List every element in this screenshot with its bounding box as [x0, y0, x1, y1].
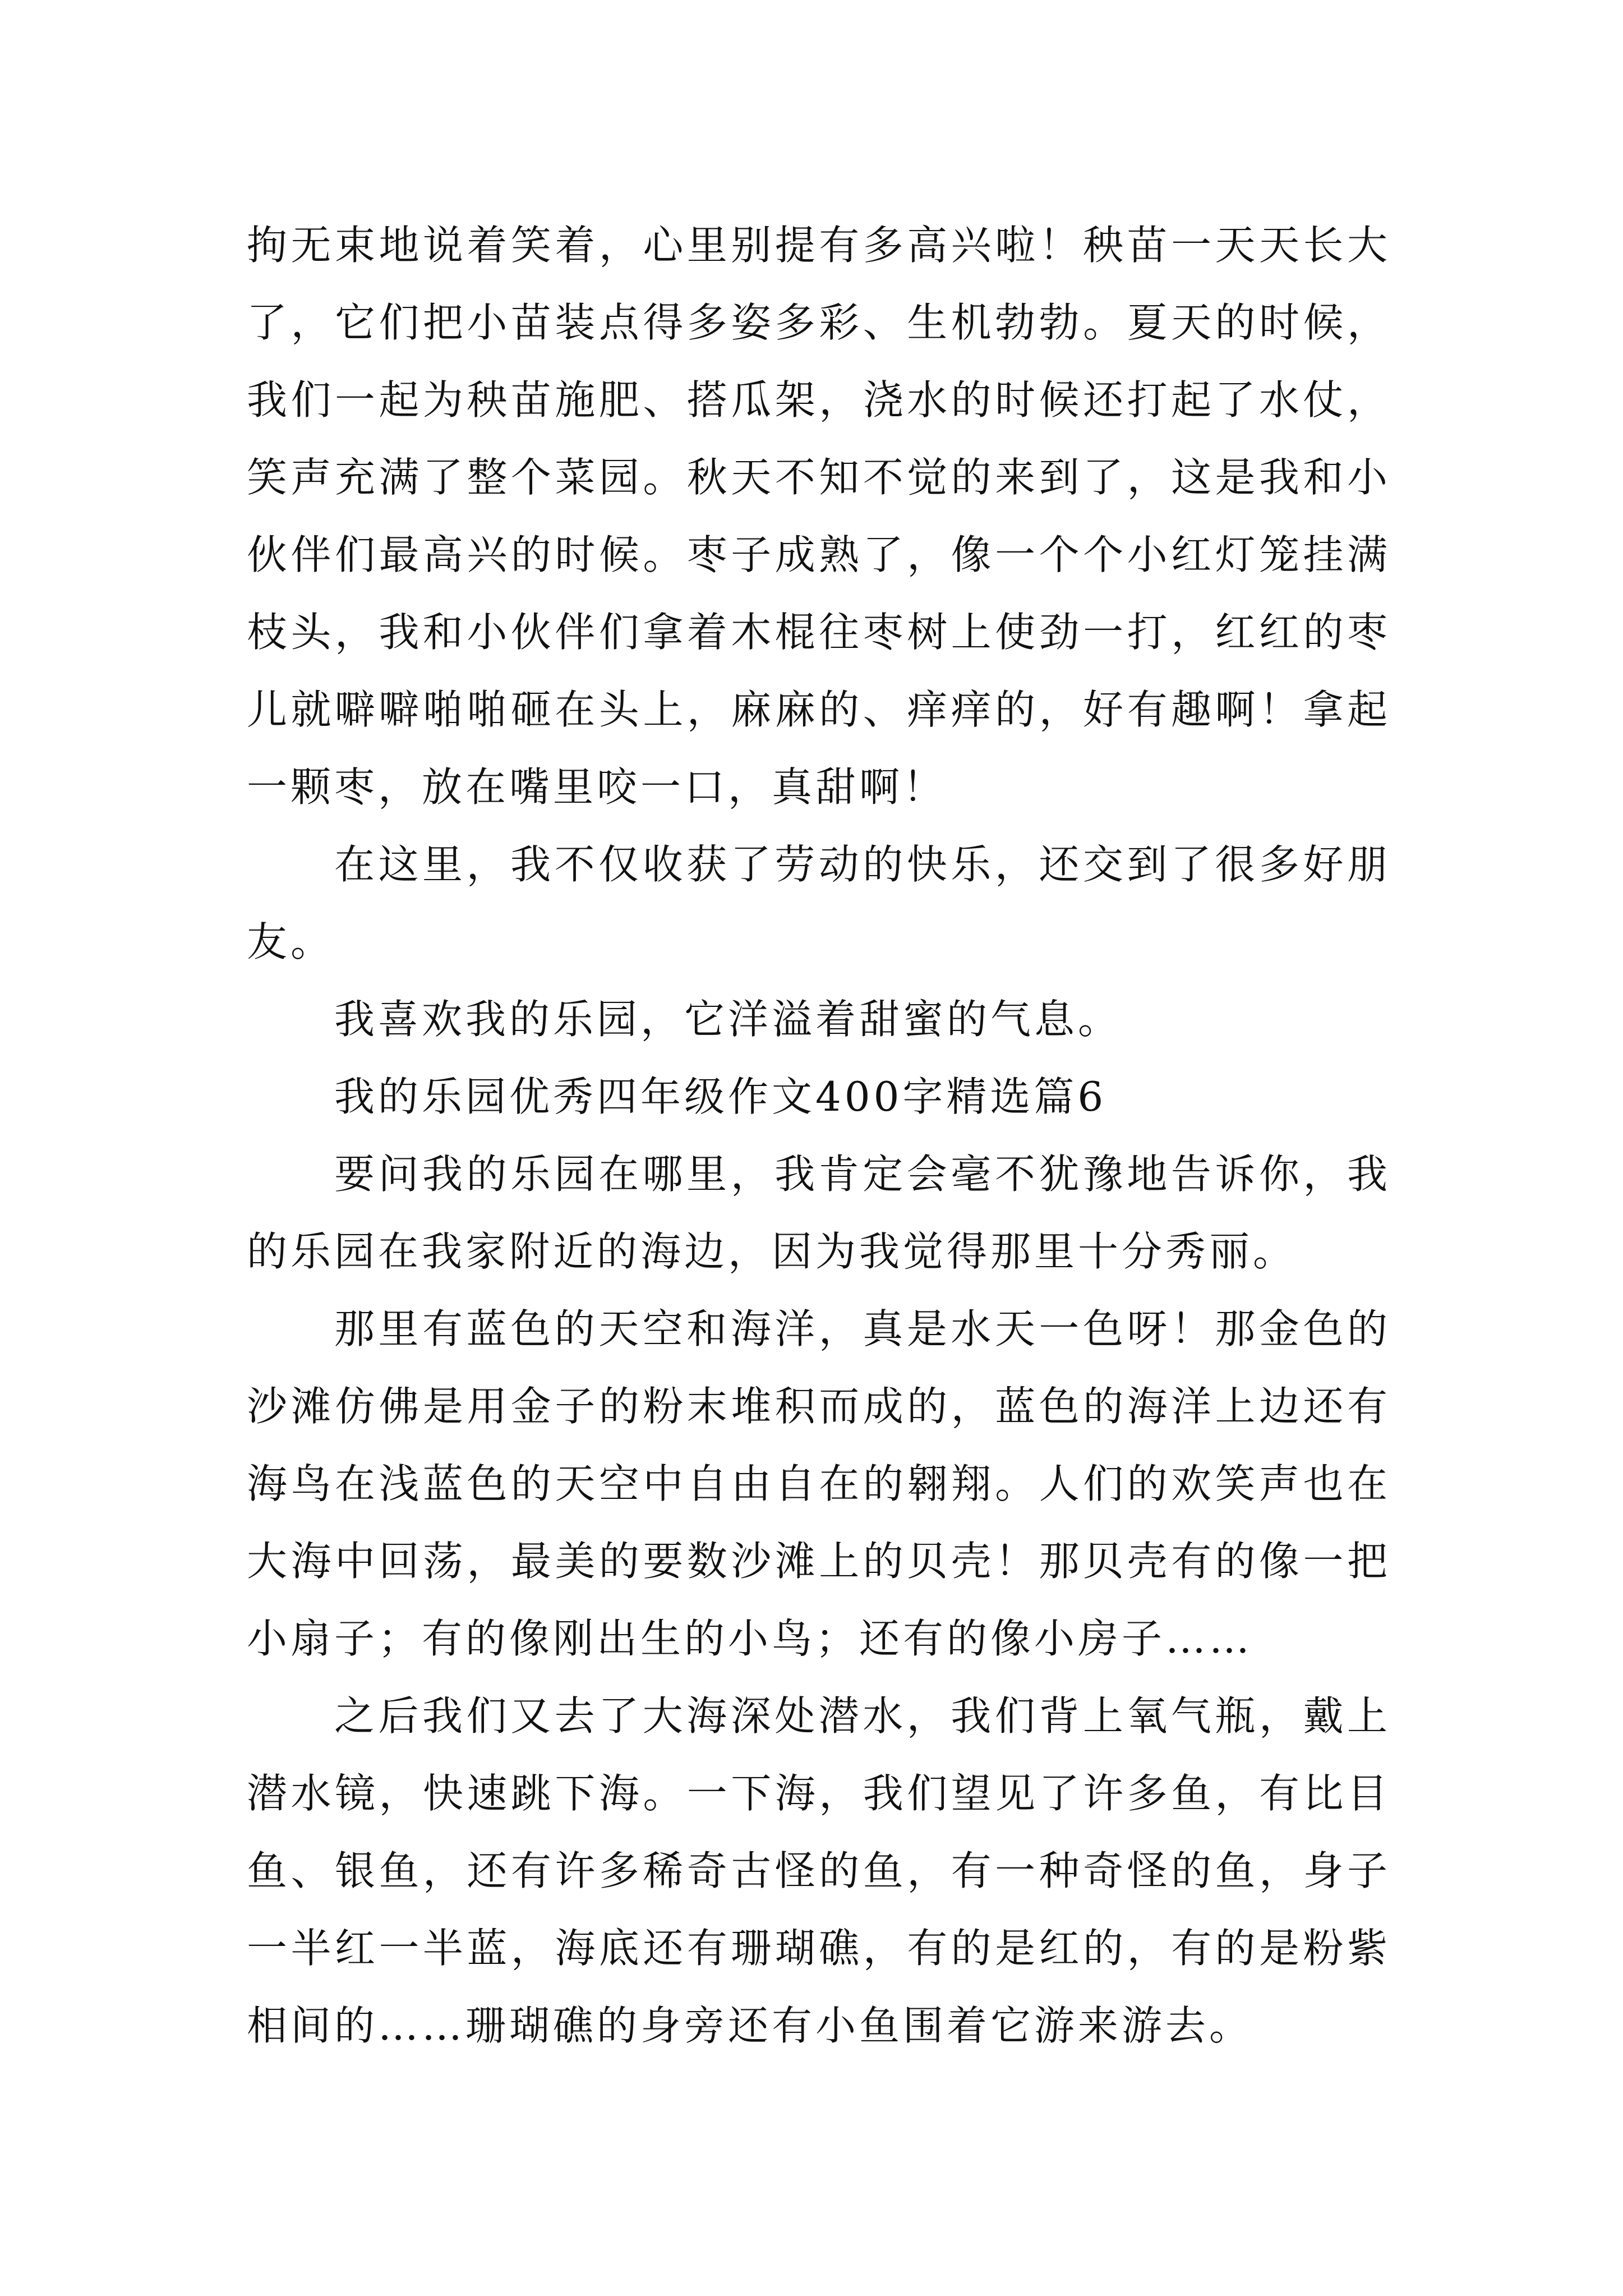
- paragraph-diving: 之后我们又去了大海深处潜水，我们背上氧气瓶，戴上潜水镜，快速跳下海。一下海，我们望见了许多鱼，有比目鱼、银鱼，还有许多稀奇古怪的鱼，有一种奇怪的鱼，身子一半红一半蓝，海底还有珊瑚礁，有的是红的，有的是粉紫相间的……珊瑚礁的身旁还有小鱼围着它游来游去。: [247, 1692, 1391, 2049]
- paragraph-love-paradise: 我喜欢我的乐园，它洋溢着甜蜜的气息。: [334, 996, 1122, 1043]
- paragraph-sea-description: 那里有蓝色的天空和海洋，真是水天一色呀！那金色的沙滩仿佛是用金子的粉末堆积而成的，蓝色的海洋上边还有海鸟在浅蓝色的天空中自由自在的翱翔。人们的欢笑声也在大海中回荡，最美的要数沙滩上的贝壳！那贝壳有的像一把小扇子；有的像刚出生的小鸟；还有的像小房子……: [247, 1305, 1391, 1662]
- essay-body: [247, 206, 1391, 2064]
- paragraph-continuation: 拘无束地说着笑着，心里别提有多高兴啦！秧苗一天天长大了，它们把小苗装点得多姿多彩、生机勃勃。夏天的时候，我们一起为秧苗施肥、搭瓜架，浇水的时候还打起了水仗，笑声充满了整个菜园。秋天不知不觉的来到了，这是我和小伙伴们最高兴的时候。枣子成熟了，像一个个小红灯笼挂满枝头，我和小伙伴们拿着木棍往枣树上使劲一打，红红的枣儿就噼噼啪啪砸在头上，麻麻的、痒痒的，好有趣啊！拿起一颗枣，放在嘴里咬一口，真甜啊！: [247, 222, 1391, 811]
- paragraph-where-paradise: 要问我的乐园在哪里，我肯定会毫不犹豫地告诉你，我的乐园在我家附近的海边，因为我觉得那里十分秀丽。: [247, 1151, 1391, 1275]
- essay-heading: 我的乐园优秀四年级作文400字精选篇6: [334, 1073, 1107, 1120]
- paragraph-harvest: 在这里，我不仅收获了劳动的快乐，还交到了很多好朋友。: [247, 841, 1391, 965]
